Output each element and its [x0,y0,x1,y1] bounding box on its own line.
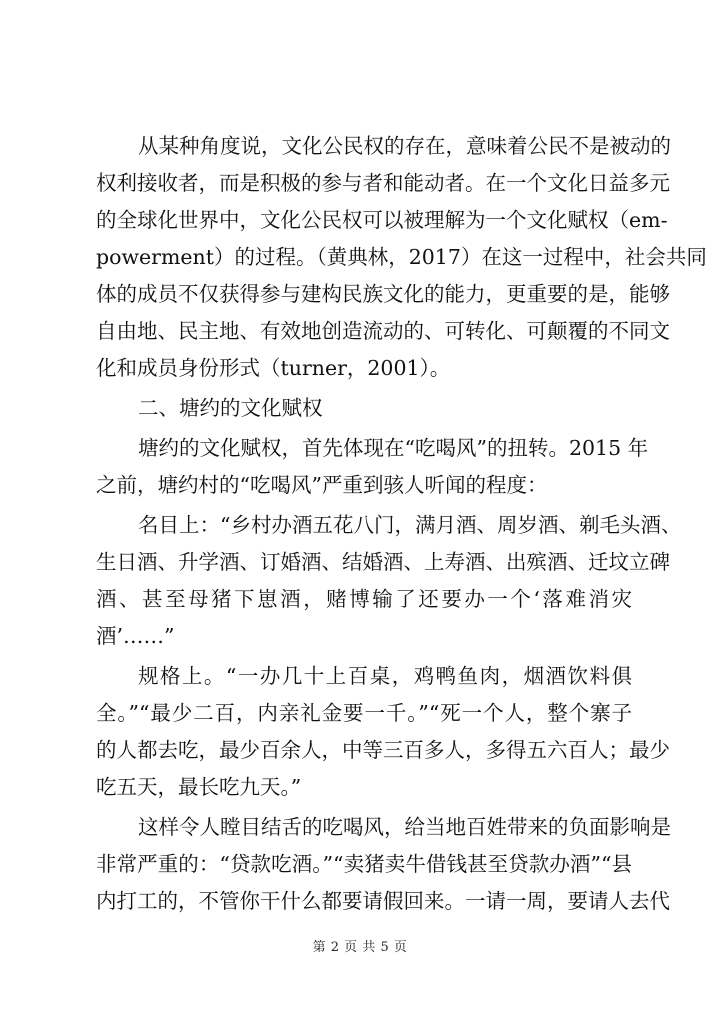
text-line: 权利接收者，而是积极的参与者和能动者。在一个文化日益多元 [96,171,670,195]
text-line: 体的成员不仅获得参与建构民族文化的能力，更重要的是，能够 [96,282,670,306]
text-line: 塘约的文化赋权，首先体现在“吃喝风”的扭转。2015 年 [138,436,649,460]
text-line: 生日酒、升学酒、订婚酒、结婚酒、上寿酒、出殡酒、迁坟立碑 [96,550,670,574]
text-line: powerment）的过程。（黄典林，2017）在这一过程中，社会共同 [96,245,707,269]
text-line: 的全球化世界中，文化公民权可以被理解为一个文化赋权（em- [96,208,668,232]
text-line: 自由地、民主地、有效地创造流动的、可转化、可颠覆的不同文 [96,319,670,343]
text-line: 内打工的，不管你干什么都要请假回来。一请一周，要请人去代 [96,889,670,913]
text-line: 这样令人瞠目结舌的吃喝风，给当地百姓带来的负面影响是 [138,815,671,839]
text-line: 非常严重的：“贷款吃酒。”“卖猪卖牛借钱甚至贷款办酒”“县 [96,852,632,876]
text-line: 之前，塘约村的“吃喝风”严重到骇人听闻的程度： [96,473,548,497]
text-line: 化和成员身份形式（turner，2001）。 [96,356,451,380]
page-number-footer: 第 2 页 共 5 页 [312,940,408,955]
text-line: 全。”“最少二百，内亲礼金要一千。”“死一个人，整个寨子 [96,701,632,725]
text-line: 吃五天，最长吃九天。” [96,775,302,799]
text-line: 酒’……” [96,624,175,648]
text-line: 从某种角度说，文化公民权的存在，意味着公民不是被动的 [138,134,671,158]
text-line: 酒、甚至母猪下崽酒，赌博输了还要办一个‘落难消灾 [96,587,632,611]
text-line: 的人都去吃，最少百余人，中等三百多人，多得五六百人；最少 [96,738,670,762]
text-line: 名目上：“乡村办酒五花八门，满月酒、周岁酒、剃毛头酒、 [138,513,682,537]
text-line: 规格上。“一办几十上百桌，鸡鸭鱼肉，烟酒饮料俱 [138,664,632,688]
document-body [96,128,707,920]
section-heading: 二、塘约的文化赋权 [138,396,323,420]
